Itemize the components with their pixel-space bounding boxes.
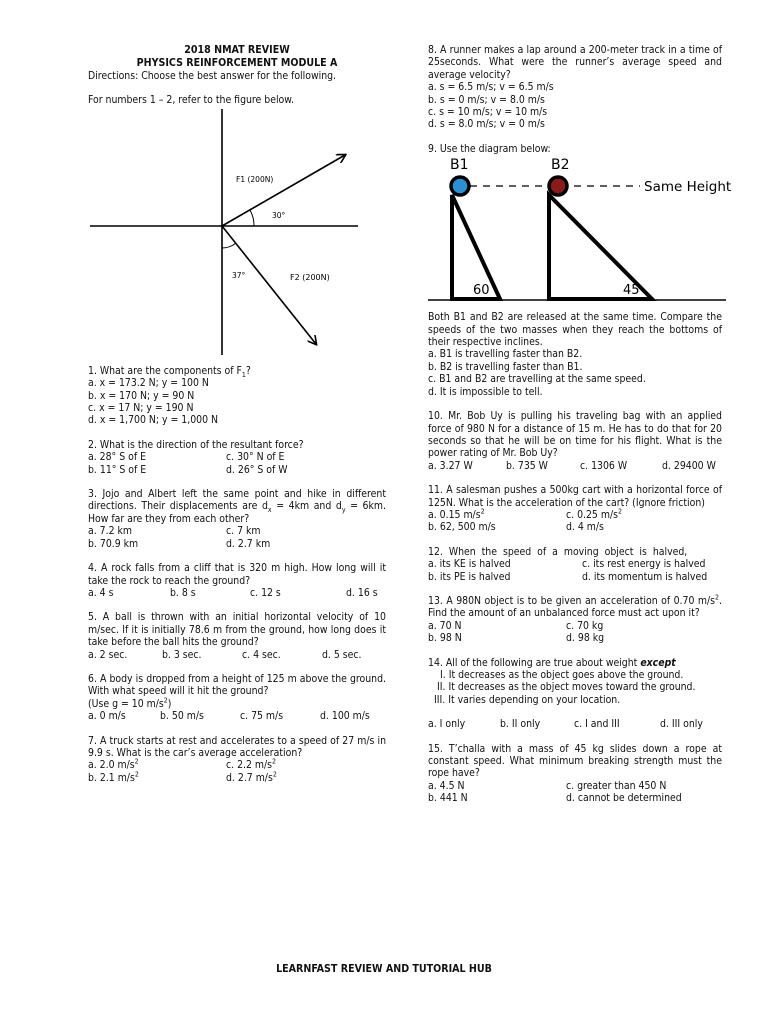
q14-item-2: II. It decreases as the object moves toward the ground. bbox=[437, 681, 696, 694]
q7-option-d[interactable]: d. 2.7 $m/s^2$ bbox=[226, 770, 277, 784]
q4-option-d[interactable]: d. 16 s bbox=[346, 586, 378, 599]
q6-option-a[interactable]: a. 0 m/s bbox=[88, 710, 126, 723]
q13-option-a[interactable]: a. 70 N bbox=[428, 619, 462, 632]
q3-option-c[interactable]: c. 7 km bbox=[226, 525, 261, 538]
q3-option-a[interactable]: a. 7.2 km bbox=[88, 525, 133, 538]
q12-option-d[interactable]: d. its momentum is halved bbox=[582, 570, 708, 583]
b2-ball bbox=[549, 177, 567, 195]
q6-option-d[interactable]: d. 100 m/s bbox=[320, 710, 370, 723]
f1-label: F1 (200N) bbox=[236, 174, 274, 184]
footer: LEARNFAST REVIEW AND TUTORIAL HUB bbox=[276, 963, 492, 975]
left-column bbox=[88, 44, 386, 784]
question-7: 7. A truck starts at rest and accelerates to a speed of 27 m/s in 9.9 s. What is the car’s average acceleration? a. 2.0 $m/s^2$ c. 2.2 $m/s^2$ b. 2.1 $m/s^2$ d. 2.7 $m/s^2$ bbox=[88, 734, 386, 784]
q8-option-c[interactable]: c. s = 10 m/s; v = 10 m/s bbox=[428, 106, 548, 119]
q10-option-b[interactable]: b. 735 W bbox=[506, 459, 548, 472]
angle2-label: 37° bbox=[232, 270, 246, 280]
angle-60-label: 60 bbox=[473, 283, 490, 299]
question-8: 8. A runner makes a lap around a 200-meter track in a time of 25seconds. What were the runner’s average speed and average velocity? a. s = 6.5 m/s; v = 6.5 m/s b. s = 0 m/s; v = 8.0 m/s c. s = 10 m/s; v = 10 m/s d. s = 8.0 m/s; v = 0 m/s bbox=[428, 44, 722, 131]
q9-option-d[interactable]: d. It is impossible to tell. bbox=[428, 385, 543, 398]
q2-option-c[interactable]: c. 30° N of E bbox=[226, 451, 285, 464]
angle-arc-30 bbox=[250, 210, 254, 226]
q4-option-a[interactable]: a. 4 s bbox=[88, 586, 114, 599]
q3-option-b[interactable]: b. 70.9 km bbox=[88, 537, 139, 550]
q13-option-c[interactable]: c. 70 kg bbox=[566, 619, 604, 632]
q7-option-c[interactable]: c. 2.2 $m/s^2$ bbox=[226, 757, 277, 772]
q14-item-1: I. It decreases as the object goes above the ground. bbox=[440, 669, 684, 681]
q5-option-a[interactable]: a. 2 sec. bbox=[88, 648, 128, 661]
q13-option-b[interactable]: b. 98 N bbox=[428, 632, 462, 645]
q7-option-b[interactable]: b. 2.1 $m/s^2$ bbox=[88, 770, 139, 784]
q15-option-d[interactable]: d. cannot be determined bbox=[566, 792, 682, 805]
q10-option-d[interactable]: d. 29400 W bbox=[662, 459, 716, 472]
incline-diagram bbox=[428, 155, 738, 305]
q9-option-b[interactable]: b. B2 is travelling faster than B1. bbox=[428, 360, 583, 373]
f2-vector bbox=[222, 226, 316, 344]
q5-option-b[interactable]: b. 3 sec. bbox=[162, 648, 202, 661]
q1-option-d[interactable]: d. x = 1,700 N; y = 1,000 N bbox=[88, 414, 219, 427]
q14-option-b[interactable]: b. II only bbox=[500, 718, 541, 731]
q2-option-b[interactable]: b. 11° S of E bbox=[88, 463, 147, 476]
q15-option-c[interactable]: c. greater than 450 N bbox=[566, 779, 667, 792]
question-9: 9. Use the diagram below: B1 B2 Same Height 60 45 Both B1 and B2 are released at the same time. Compare the speeds of the two masses when they reach the bottoms of their respective inclines. a. B1 is travelling faster than B2. b. B2 is travelling faster than B1. c. B1 and B2 are travelling at the same speed. d. It is impossible to tell. bbox=[428, 143, 722, 398]
question-15: 15. T’challa with a mass of 45 kg slides down a rope at constant speed. What minimum breaking strength must the rope have? a. 4.5 N c. greater than 450 N b. 441 N d. cannot be determined bbox=[428, 742, 722, 805]
q6-option-c[interactable]: c. 75 m/s bbox=[240, 710, 284, 723]
question-2: 2. What is the direction of the resultant force? a. 28° S of E c. 30° N of E b. 11° S of E d. 26° S of W bbox=[88, 439, 386, 476]
question-3: 3. Jojo and Albert left the same point and hike in different directions. Their displacements are $d_x = 4km$ and $d_y = 6km$. How far are they from each other? a. 7.2 km c. 7 km b. 70.9 km d. 2.7 km bbox=[88, 488, 386, 550]
q4-option-b[interactable]: b. 8 s bbox=[170, 586, 196, 599]
q8-option-a[interactable]: a. s = 6.5 m/s; v = 6.5 m/s bbox=[428, 81, 554, 94]
q11-option-d[interactable]: d. 4 m/s bbox=[566, 521, 604, 534]
doc-subtitle: PHYSICS REINFORCEMENT MODULE A bbox=[136, 57, 338, 69]
question-1: 1. What are the components of $F_1$? a. x = 173.2 N; y = 100 N b. x = 170 N; y = 90 N c. x = 17 N; y = 190 N d. x = 1,700 N; y = 1,000 N bbox=[88, 365, 386, 427]
q10-option-a[interactable]: a. 3.27 W bbox=[428, 459, 473, 472]
question-13: 13. A 980N object is to be given an acceleration of 0.70 $m/s^2$. Find the amount of an unbalanced force must act upon it? a. 70 N c. 70 kg b. 98 N d. 98 kg bbox=[428, 593, 722, 645]
q6-option-b[interactable]: b. 50 m/s bbox=[160, 710, 204, 723]
q14-option-c[interactable]: c. I and III bbox=[574, 718, 620, 731]
force-vector-diagram bbox=[88, 107, 386, 363]
question-14: 14. All of the following are true about weight except I. It decreases as the object goes above the ground. II. It decreases as the object moves toward the ground. III. It varies depending on your location. a. I only b. II only c. I and III d. III only bbox=[428, 657, 722, 731]
q1-option-a[interactable]: a. x = 173.2 N; y = 100 N bbox=[88, 377, 209, 390]
angle-arc-37 bbox=[222, 243, 236, 248]
question-4: 4. A rock falls from a cliff that is 320 m high. How long will it take the rock to reach the ground? a. 4 s b. 8 s c. 12 s d. 16 s bbox=[88, 562, 386, 599]
q14-option-d[interactable]: d. III only bbox=[660, 718, 703, 731]
q8-option-b[interactable]: b. s = 0 m/s; v = 8.0 m/s bbox=[428, 93, 545, 106]
directions: Directions: Choose the best answer for the following. bbox=[88, 70, 337, 82]
refer-text: For numbers 1 – 2, refer to the figure below. bbox=[88, 94, 294, 107]
angle-45-label: 45 bbox=[623, 283, 640, 299]
q5-option-c[interactable]: c. 4 sec. bbox=[242, 648, 281, 661]
q4-option-c[interactable]: c. 12 s bbox=[250, 586, 281, 599]
b1-ball bbox=[451, 177, 469, 195]
b1-label: B1 bbox=[450, 157, 469, 174]
right-column bbox=[428, 44, 732, 805]
doc-title: 2018 NMAT REVIEW bbox=[184, 44, 290, 56]
f2-label: F2 (200N) bbox=[290, 272, 330, 282]
q9-option-c[interactable]: c. B1 and B2 are travelling at the same speed. bbox=[428, 373, 646, 386]
q11-option-a[interactable]: a. 0.15 $m/s^2$ bbox=[428, 507, 485, 521]
angle1-label: 30° bbox=[272, 210, 286, 220]
q12-option-b[interactable]: b. its PE is halved bbox=[428, 570, 511, 583]
q1-option-c[interactable]: c. x = 17 N; y = 190 N bbox=[88, 402, 194, 415]
q12-option-c[interactable]: c. its rest energy is halved bbox=[582, 558, 706, 571]
q8-option-d[interactable]: d. s = 8.0 m/s; v = 0 m/s bbox=[428, 118, 545, 131]
question-10: 10. Mr. Bob Uy is pulling his traveling bag with an applied force of 980 N for a distance of 15 m. He has to do that for 20 seconds so that he will be on time for his flight. What is the power rating of Mr. Bob Uy? a. 3.27 W b. 735 W c. 1306 W d. 29400 W bbox=[428, 410, 722, 472]
q5-option-d[interactable]: d. 5 sec. bbox=[322, 648, 362, 661]
question-6: 6. A body is dropped from a height of 125 m above the ground. With what speed will it hit the ground? (Use g = 10 $m/s^2$) a. 0 m/s b. 50 m/s c. 75 m/s d. 100 m/s bbox=[88, 672, 386, 723]
b2-label: B2 bbox=[551, 157, 570, 174]
q14-option-a[interactable]: a. I only bbox=[428, 718, 466, 731]
q15-option-b[interactable]: b. 441 N bbox=[428, 792, 468, 805]
question-5: 5. A ball is thrown with an initial horizontal velocity of 10 m/sec. If it is initially 78.6 m from the ground, how long does it take before the ball hits the ground? a. 2 sec. b. 3 sec. c. 4 sec. d. 5 sec. bbox=[88, 611, 386, 661]
q11-option-c[interactable]: c. 0.25 $m/s^2$ bbox=[566, 507, 622, 521]
q2-option-a[interactable]: a. 28° S of E bbox=[88, 451, 146, 464]
q9-option-a[interactable]: a. B1 is travelling faster than B2. bbox=[428, 348, 583, 361]
q3-option-d[interactable]: d. 2.7 km bbox=[226, 537, 271, 550]
q11-option-b[interactable]: b. 62, 500 m/s bbox=[428, 521, 496, 534]
same-height-label: Same Height bbox=[644, 179, 732, 196]
q14-item-3: III. It varies depending on your location. bbox=[434, 693, 621, 706]
question-12: 12. When the speed of a moving object is halved, a. its KE is halved c. its rest energy is halved b. its PE is halved d. its momentum is halved bbox=[428, 546, 722, 583]
question-11: 11. A salesman pushes a 500kg cart with a horizontal force of 125N. What is the acceleration of the cart? (Ignore friction) a. 0.15 $m/s^2$ c. 0.25 $m/s^2$ b. 62, 500 m/s d. 4 m/s bbox=[428, 484, 722, 534]
q12-option-a[interactable]: a. its KE is halved bbox=[428, 558, 511, 571]
q10-option-c[interactable]: c. 1306 W bbox=[580, 459, 628, 472]
q7-option-a[interactable]: a. 2.0 $m/s^2$ bbox=[88, 757, 139, 772]
q2-option-d[interactable]: d. 26° S of W bbox=[226, 463, 288, 476]
q13-option-d[interactable]: d. 98 kg bbox=[566, 632, 605, 645]
q15-option-a[interactable]: a. 4.5 N bbox=[428, 779, 465, 792]
q1-option-b[interactable]: b. x = 170 N; y = 90 N bbox=[88, 389, 195, 402]
